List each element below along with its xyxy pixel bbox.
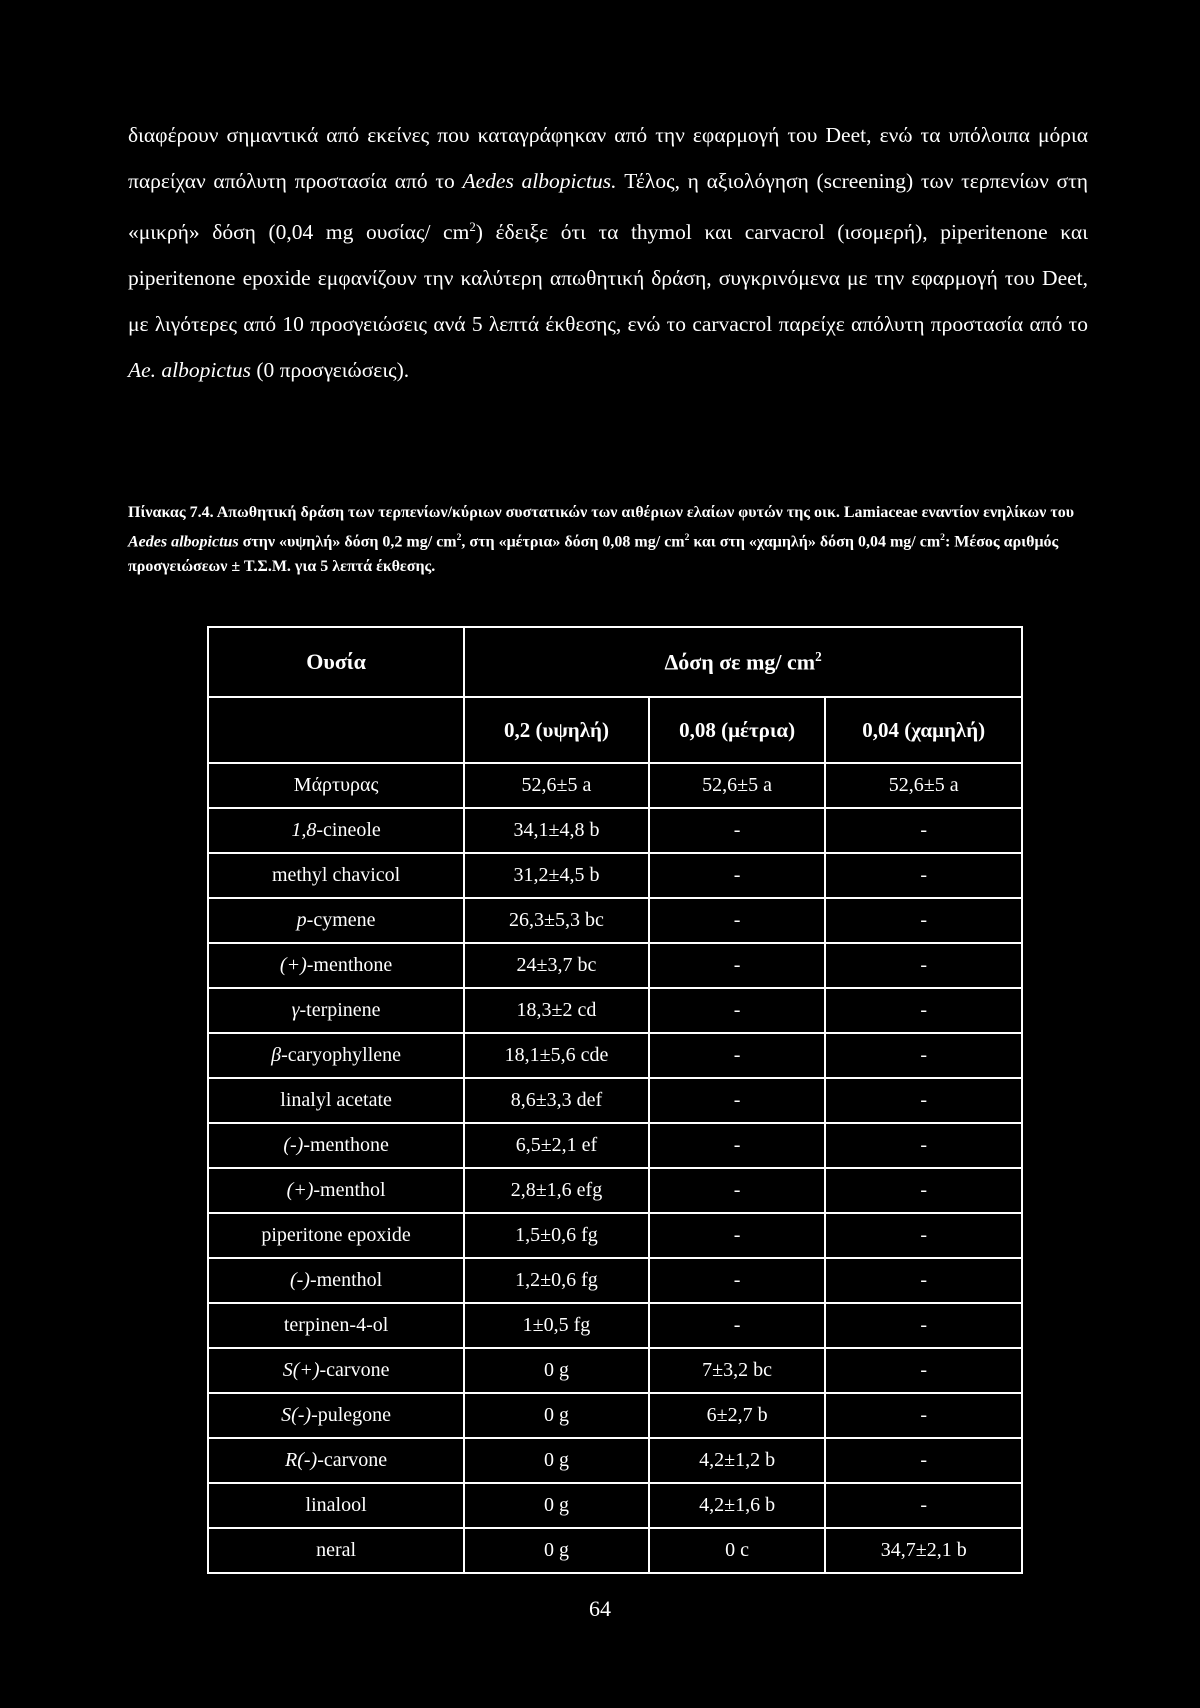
table-row — [208, 943, 1022, 988]
substance-cell — [208, 1528, 464, 1573]
value-cell: - — [825, 1438, 1022, 1483]
value-cell: 1±0,5 fg — [464, 1303, 649, 1348]
substance-name: linalyl acetate — [280, 1089, 392, 1111]
table-row — [208, 1348, 1022, 1393]
value-cell: - — [825, 943, 1022, 988]
value-cell: 0 c — [649, 1528, 826, 1573]
substance-prefix: γ — [291, 999, 300, 1021]
substance-name: -menthol — [309, 1269, 383, 1291]
table-row — [208, 1483, 1022, 1528]
value-cell: 8,6±3,3 def — [464, 1078, 649, 1123]
substance-name: -cymene — [306, 909, 376, 931]
substance-name: neral — [316, 1539, 357, 1561]
value-cell: 4,2±1,6 b — [649, 1483, 826, 1528]
value-cell: - — [649, 943, 826, 988]
substance-prefix: R(-) — [285, 1449, 318, 1471]
value-cell: - — [825, 1213, 1022, 1258]
value-cell: - — [825, 1168, 1022, 1213]
table-row — [208, 898, 1022, 943]
substance-cell — [208, 853, 464, 898]
substance-cell — [208, 1348, 464, 1393]
substance-name: methyl chavicol — [271, 864, 401, 886]
table-row — [208, 988, 1022, 1033]
caption-text: στην «υψηλή» δόση 0,2 mg/ cm — [238, 533, 457, 551]
repellency-table — [207, 626, 1023, 1574]
substance-cell — [208, 808, 464, 853]
table-row — [208, 1528, 1022, 1573]
superscript: 2 — [684, 532, 690, 543]
value-cell: 18,1±5,6 cde — [464, 1033, 649, 1078]
substance-name: linalool — [305, 1494, 367, 1516]
species-name: Ae. albopictus — [128, 358, 252, 383]
table-row — [208, 1303, 1022, 1348]
substance-cell — [208, 1078, 464, 1123]
table-row — [208, 1078, 1022, 1123]
value-cell: 18,3±2 cd — [464, 988, 649, 1033]
caption-text: , στη «μέτρια» δόση 0,08 mg/ cm — [461, 533, 685, 551]
value-cell: - — [825, 1078, 1022, 1123]
value-cell: - — [825, 988, 1022, 1033]
substance-header: Ουσία — [208, 627, 464, 697]
superscript: 2 — [456, 532, 462, 543]
value-cell: - — [649, 898, 826, 943]
substance-cell — [208, 1483, 464, 1528]
value-cell: 0 g — [464, 1483, 649, 1528]
paragraph-text: διαφέρουν σημαντικά από εκείνες που καταγράφηκαν από την εφαρμογή του Deet, ενώ τα υπόλοιπα μόρια παρείχαν απόλυτη προστασία από το — [128, 123, 1088, 193]
table-row — [208, 1438, 1022, 1483]
dose-header — [464, 627, 1022, 697]
value-cell: - — [649, 1213, 826, 1258]
substance-cell — [208, 943, 464, 988]
value-cell: 52,6±5 a — [649, 763, 826, 808]
substance-cell — [208, 1258, 464, 1303]
value-cell: - — [649, 1168, 826, 1213]
value-cell: - — [649, 1078, 826, 1123]
page-number: 64 — [589, 1596, 611, 1621]
substance-prefix: (+) — [279, 954, 307, 976]
substance-prefix: p — [296, 909, 307, 931]
substance-cell — [208, 1033, 464, 1078]
body-paragraph — [128, 112, 1088, 393]
value-cell: - — [825, 898, 1022, 943]
table-row — [208, 763, 1022, 808]
substance-name: -menthone — [306, 954, 393, 976]
value-cell: - — [649, 1033, 826, 1078]
substance-name: piperitone epoxide — [261, 1224, 411, 1246]
paragraph-text: ) έδειξε ότι τα thymol και carvacrol (ισομερή), piperitenone και piperitenone epoxide εμφανίζουν την καλύτερη απωθητική δράση, συγκρινόμενα με την εφαρμογή του Deet, με λιγότερες από 10 προσγειώσεις ανά 5 λεπτά έκθεσης, ενώ το carvacrol παρείχε απόλυτη προστασία από το — [128, 220, 1088, 337]
substance-prefix: (+) — [286, 1179, 314, 1201]
value-cell: 4,2±1,2 b — [649, 1438, 826, 1483]
value-cell: 2,8±1,6 efg — [464, 1168, 649, 1213]
paragraph-text: Τέλος, η αξιολόγηση (screening) των τερπενίων στη «μικρή» δόση (0,04 mg ουσίας/ cm — [128, 169, 1088, 245]
substance-prefix: S(+) — [282, 1359, 320, 1381]
value-cell: 52,6±5 a — [464, 763, 649, 808]
value-cell: 0 g — [464, 1528, 649, 1573]
value-cell: 31,2±4,5 b — [464, 853, 649, 898]
value-cell: - — [825, 1393, 1022, 1438]
dose-column-medium: 0,08 (μέτρια) — [649, 697, 826, 763]
substance-cell — [208, 898, 464, 943]
dose-column-low: 0,04 (χαμηλή) — [825, 697, 1022, 763]
value-cell: - — [825, 1123, 1022, 1168]
substance-prefix: β — [271, 1044, 282, 1066]
dose-header-text: Δόση σε mg/ cm — [664, 649, 816, 675]
value-cell: 52,6±5 a — [825, 763, 1022, 808]
table-row — [208, 1168, 1022, 1213]
substance-cell — [208, 1213, 464, 1258]
table-row — [208, 1123, 1022, 1168]
species-name: Aedes albopictus — [128, 533, 239, 551]
value-cell: - — [825, 1258, 1022, 1303]
substance-name: -cineole — [316, 819, 381, 841]
substance-cell — [208, 988, 464, 1033]
superscript: 2 — [469, 220, 476, 234]
caption-text: Πίνακας 7.4. Απωθητική δράση των τερπενίων/κύριων συστατικών των αιθέριων ελαίων φυτών της οικ. Lamiaceae εναντίον ενηλίκων του — [128, 504, 1074, 521]
substance-name: Μάρτυρας — [293, 774, 379, 796]
value-cell: - — [825, 1303, 1022, 1348]
value-cell: 6±2,7 b — [649, 1393, 826, 1438]
substance-name: -menthone — [303, 1134, 389, 1156]
superscript: 2 — [815, 648, 822, 664]
substance-name: -caryophyllene — [281, 1044, 402, 1066]
superscript: 2 — [940, 532, 945, 543]
table-row — [208, 853, 1022, 898]
dose-column-high: 0,2 (υψηλή) — [464, 697, 649, 763]
table-caption — [128, 500, 1088, 579]
substance-cell — [208, 1393, 464, 1438]
table-row — [208, 1213, 1022, 1258]
substance-cell — [208, 763, 464, 808]
species-name: Aedes albopictus. — [462, 169, 617, 193]
value-cell: 1,2±0,6 fg — [464, 1258, 649, 1303]
substance-name: -terpinene — [299, 999, 381, 1021]
substance-name: -carvone — [319, 1359, 390, 1381]
value-cell: 0 g — [464, 1348, 649, 1393]
substance-prefix: (-) — [283, 1134, 304, 1156]
value-cell: 6,5±2,1 ef — [464, 1123, 649, 1168]
substance-name: -carvone — [317, 1449, 388, 1471]
value-cell: - — [825, 1483, 1022, 1528]
substance-cell — [208, 1168, 464, 1213]
paragraph-text: (0 προσγειώσεις). — [251, 358, 410, 383]
value-cell: 7±3,2 bc — [649, 1348, 826, 1393]
dose-columns-row — [208, 697, 1022, 763]
table-row — [208, 808, 1022, 853]
value-cell: - — [649, 808, 826, 853]
value-cell: - — [649, 1258, 826, 1303]
value-cell: - — [825, 1033, 1022, 1078]
value-cell: - — [649, 988, 826, 1033]
table-header-row — [208, 627, 1022, 697]
value-cell: - — [649, 1123, 826, 1168]
empty-header-cell — [208, 697, 464, 763]
substance-cell — [208, 1438, 464, 1483]
value-cell: 34,7±2,1 b — [825, 1528, 1022, 1573]
table-row — [208, 1393, 1022, 1438]
value-cell: - — [825, 808, 1022, 853]
value-cell: 26,3±5,3 bc — [464, 898, 649, 943]
value-cell: 1,5±0,6 fg — [464, 1213, 649, 1258]
substance-prefix: 1,8 — [291, 819, 317, 841]
value-cell: 24±3,7 bc — [464, 943, 649, 988]
substance-name: -menthol — [313, 1179, 386, 1201]
value-cell: - — [825, 853, 1022, 898]
value-cell: 0 g — [464, 1438, 649, 1483]
substance-prefix: S(-) — [281, 1404, 312, 1426]
substance-cell — [208, 1123, 464, 1168]
value-cell: - — [825, 1348, 1022, 1393]
substance-name: -pulegone — [311, 1404, 392, 1426]
caption-text: και στη «χαμηλή» δόση 0,04 mg/ cm — [689, 533, 941, 551]
value-cell: 34,1±4,8 b — [464, 808, 649, 853]
table-row — [208, 1258, 1022, 1303]
substance-cell — [208, 1303, 464, 1348]
value-cell: - — [649, 853, 826, 898]
substance-name: terpinen-4-ol — [283, 1314, 389, 1336]
value-cell: - — [649, 1303, 826, 1348]
table-row — [208, 1033, 1022, 1078]
caption-text: : Μέσος αριθμός προσγειώσεων ± Τ.Σ.Μ. για 5 λεπτά έκθεσης. — [128, 533, 1059, 576]
substance-prefix: (-) — [289, 1269, 310, 1291]
value-cell: 0 g — [464, 1393, 649, 1438]
